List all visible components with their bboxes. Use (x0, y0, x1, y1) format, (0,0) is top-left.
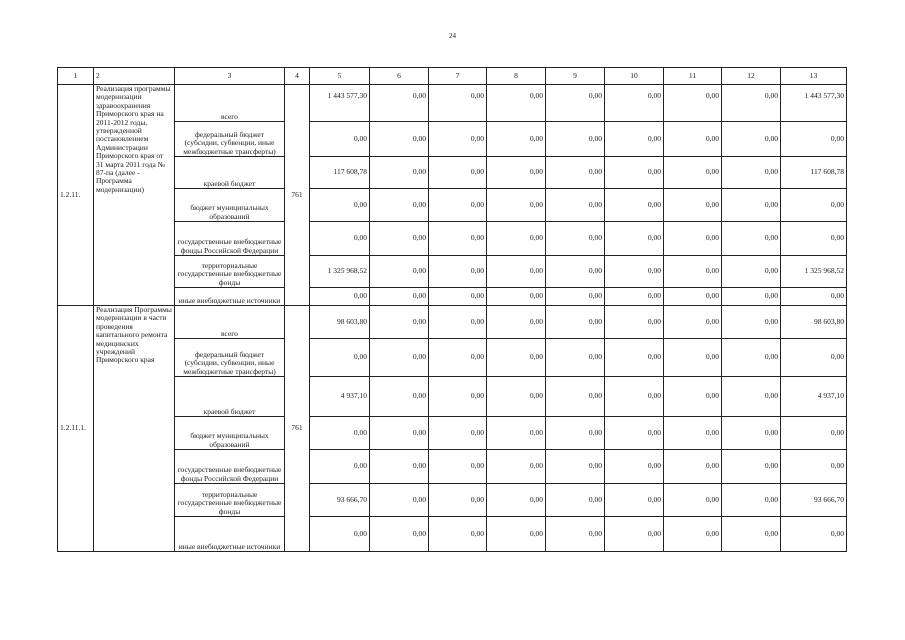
funding-source: бюджет муниципальных образований (175, 417, 285, 450)
amount-cell: 1 325 968,52 (310, 256, 370, 288)
amount-cell: 0,00 (310, 288, 370, 306)
amount-cell: 0,00 (664, 222, 722, 256)
amount-cell: 0,00 (664, 189, 722, 222)
table-row (58, 339, 847, 377)
amount-cell: 0,00 (605, 450, 664, 484)
amount-cell: 0,00 (722, 484, 781, 517)
amount-cell: 0,00 (429, 417, 487, 450)
funding-source: территориальные государственные внебюджетные фонды (175, 484, 285, 517)
amount-cell: 0,00 (370, 157, 429, 189)
amount-cell: 0,00 (310, 339, 370, 377)
amount-cell: 0,00 (546, 189, 605, 222)
budget-table (57, 67, 847, 552)
amount-cell: 0,00 (429, 189, 487, 222)
amount-cell: 4 937,10 (781, 377, 847, 417)
amount-cell: 0,00 (546, 222, 605, 256)
amount-cell: 0,00 (664, 517, 722, 552)
amount-cell: 0,00 (370, 339, 429, 377)
column-number-header: 3 (175, 68, 285, 85)
amount-cell: 0,00 (370, 222, 429, 256)
item-code: 1.2.11.1. (58, 306, 94, 552)
budget-code: 761 (285, 85, 310, 306)
amount-cell: 0,00 (605, 122, 664, 157)
funding-source: всего (175, 306, 285, 339)
amount-cell: 0,00 (781, 122, 847, 157)
amount-cell: 1 325 968,52 (781, 256, 847, 288)
table-row (58, 377, 847, 417)
amount-cell: 0,00 (546, 288, 605, 306)
amount-cell: 0,00 (429, 85, 487, 122)
amount-cell: 0,00 (722, 85, 781, 122)
funding-source: федеральный бюджет (субсидии, субвенции, иные межбюджетные трансферты) (175, 339, 285, 377)
amount-cell: 0,00 (370, 122, 429, 157)
amount-cell: 0,00 (722, 339, 781, 377)
amount-cell: 0,00 (605, 85, 664, 122)
table-row (58, 517, 847, 552)
funding-source: государственные внебюджетные фонды Российской Федерации (175, 222, 285, 256)
table-row (58, 189, 847, 222)
amount-cell: 0,00 (605, 339, 664, 377)
amount-cell: 0,00 (546, 122, 605, 157)
amount-cell: 0,00 (664, 484, 722, 517)
amount-cell: 0,00 (310, 122, 370, 157)
amount-cell: 0,00 (429, 288, 487, 306)
amount-cell: 0,00 (781, 222, 847, 256)
column-number-header: 6 (370, 68, 429, 85)
funding-source: краевой бюджет (175, 377, 285, 417)
table-row (58, 288, 847, 306)
amount-cell: 0,00 (546, 256, 605, 288)
amount-cell: 0,00 (605, 306, 664, 339)
amount-cell: 0,00 (722, 189, 781, 222)
amount-cell: 0,00 (487, 157, 546, 189)
amount-cell: 0,00 (487, 377, 546, 417)
table-row (58, 222, 847, 256)
amount-cell: 0,00 (664, 256, 722, 288)
amount-cell: 0,00 (722, 417, 781, 450)
amount-cell: 0,00 (310, 417, 370, 450)
amount-cell: 0,00 (664, 339, 722, 377)
amount-cell: 0,00 (429, 450, 487, 484)
amount-cell: 0,00 (487, 256, 546, 288)
amount-cell: 0,00 (605, 517, 664, 552)
amount-cell: 0,00 (546, 450, 605, 484)
amount-cell: 0,00 (310, 517, 370, 552)
amount-cell: 0,00 (546, 517, 605, 552)
amount-cell: 0,00 (487, 417, 546, 450)
amount-cell: 0,00 (546, 85, 605, 122)
amount-cell: 0,00 (664, 306, 722, 339)
amount-cell: 0,00 (487, 122, 546, 157)
amount-cell: 0,00 (781, 288, 847, 306)
amount-cell: 0,00 (781, 417, 847, 450)
column-number-header: 2 (94, 68, 175, 85)
amount-cell: 0,00 (605, 222, 664, 256)
amount-cell: 0,00 (781, 339, 847, 377)
column-number-header: 12 (722, 68, 781, 85)
amount-cell: 0,00 (722, 517, 781, 552)
amount-cell: 0,00 (781, 450, 847, 484)
amount-cell: 0,00 (487, 306, 546, 339)
table-row (58, 450, 847, 484)
amount-cell: 0,00 (370, 450, 429, 484)
table-row (58, 417, 847, 450)
amount-cell: 0,00 (722, 256, 781, 288)
table-row (58, 122, 847, 157)
column-number-header: 1 (58, 68, 94, 85)
amount-cell: 0,00 (370, 189, 429, 222)
column-number-header: 7 (429, 68, 487, 85)
column-number-header: 5 (310, 68, 370, 85)
amount-cell: 0,00 (546, 417, 605, 450)
page-number: 24 (449, 32, 456, 40)
amount-cell: 0,00 (487, 339, 546, 377)
amount-cell: 1 443 577,30 (781, 85, 847, 122)
amount-cell: 0,00 (664, 377, 722, 417)
budget-code: 761 (285, 306, 310, 552)
amount-cell: 0,00 (546, 157, 605, 189)
amount-cell: 98 603,80 (781, 306, 847, 339)
amount-cell: 0,00 (664, 450, 722, 484)
item-name: Реализация Программы модернизации в части проведения капитального ремонта медицинских учреждений Приморского края (94, 306, 175, 552)
amount-cell: 0,00 (487, 222, 546, 256)
amount-cell: 0,00 (487, 517, 546, 552)
amount-cell: 0,00 (429, 256, 487, 288)
amount-cell: 0,00 (370, 517, 429, 552)
amount-cell: 0,00 (429, 122, 487, 157)
amount-cell: 0,00 (722, 450, 781, 484)
column-number-header: 10 (605, 68, 664, 85)
amount-cell: 0,00 (605, 377, 664, 417)
amount-cell: 0,00 (605, 189, 664, 222)
amount-cell: 0,00 (370, 484, 429, 517)
amount-cell: 0,00 (546, 306, 605, 339)
funding-source: всего (175, 85, 285, 122)
amount-cell: 0,00 (429, 484, 487, 517)
amount-cell: 0,00 (605, 288, 664, 306)
amount-cell: 0,00 (605, 256, 664, 288)
amount-cell: 0,00 (370, 85, 429, 122)
table-row (58, 256, 847, 288)
amount-cell: 0,00 (722, 306, 781, 339)
amount-cell: 0,00 (370, 306, 429, 339)
column-number-header: 11 (664, 68, 722, 85)
funding-source: иные внебюджетные источники (175, 288, 285, 306)
funding-source: иные внебюджетные источники (175, 517, 285, 552)
amount-cell: 0,00 (310, 189, 370, 222)
funding-source: бюджет муниципальных образований (175, 189, 285, 222)
amount-cell: 93 666,70 (781, 484, 847, 517)
table-body (58, 85, 847, 552)
amount-cell: 0,00 (722, 288, 781, 306)
amount-cell: 0,00 (546, 339, 605, 377)
amount-cell: 0,00 (487, 189, 546, 222)
amount-cell: 93 666,70 (310, 484, 370, 517)
table-row (58, 306, 847, 339)
amount-cell: 0,00 (429, 306, 487, 339)
column-number-header-row (58, 68, 847, 85)
amount-cell: 0,00 (781, 189, 847, 222)
column-number-header: 13 (781, 68, 847, 85)
amount-cell: 0,00 (605, 157, 664, 189)
amount-cell: 0,00 (310, 450, 370, 484)
amount-cell: 4 937,10 (310, 377, 370, 417)
amount-cell: 0,00 (546, 377, 605, 417)
amount-cell: 0,00 (605, 484, 664, 517)
amount-cell: 0,00 (429, 157, 487, 189)
funding-source: государственные внебюджетные фонды Российской Федерации (175, 450, 285, 484)
funding-source: краевой бюджет (175, 157, 285, 189)
amount-cell: 0,00 (370, 417, 429, 450)
item-name: Реализация программы модернизации здравоохранения Приморского края на 2011-2012 годы, утвержденной постановлением Администрации Приморского края от 31 марта 2011 года № 87-па (далее - Программа модернизации) (94, 85, 175, 306)
amount-cell: 98 603,80 (310, 306, 370, 339)
amount-cell: 0,00 (429, 377, 487, 417)
amount-cell: 0,00 (605, 417, 664, 450)
amount-cell: 0,00 (546, 484, 605, 517)
amount-cell: 0,00 (370, 256, 429, 288)
amount-cell: 0,00 (722, 222, 781, 256)
table-row (58, 484, 847, 517)
amount-cell: 0,00 (429, 222, 487, 256)
amount-cell: 0,00 (429, 517, 487, 552)
amount-cell: 1 443 577,30 (310, 85, 370, 122)
amount-cell: 117 608,78 (781, 157, 847, 189)
funding-source: федеральный бюджет (субсидии, субвенции, иные межбюджетные трансферты) (175, 122, 285, 157)
column-number-header: 8 (487, 68, 546, 85)
funding-source: территориальные государственные внебюджетные фонды (175, 256, 285, 288)
amount-cell: 0,00 (664, 122, 722, 157)
amount-cell: 0,00 (370, 377, 429, 417)
amount-cell: 0,00 (487, 85, 546, 122)
amount-cell: 0,00 (664, 85, 722, 122)
amount-cell: 0,00 (487, 450, 546, 484)
amount-cell: 0,00 (781, 517, 847, 552)
amount-cell: 0,00 (722, 122, 781, 157)
column-number-header: 9 (546, 68, 605, 85)
amount-cell: 0,00 (664, 288, 722, 306)
amount-cell: 117 608,78 (310, 157, 370, 189)
amount-cell: 0,00 (664, 157, 722, 189)
amount-cell: 0,00 (487, 288, 546, 306)
amount-cell: 0,00 (722, 157, 781, 189)
table-row (58, 157, 847, 189)
table-row (58, 85, 847, 122)
amount-cell: 0,00 (429, 339, 487, 377)
column-number-header: 4 (285, 68, 310, 85)
item-code: 1.2.11. (58, 85, 94, 306)
amount-cell: 0,00 (487, 484, 546, 517)
amount-cell: 0,00 (664, 417, 722, 450)
amount-cell: 0,00 (722, 377, 781, 417)
amount-cell: 0,00 (310, 222, 370, 256)
amount-cell: 0,00 (370, 288, 429, 306)
